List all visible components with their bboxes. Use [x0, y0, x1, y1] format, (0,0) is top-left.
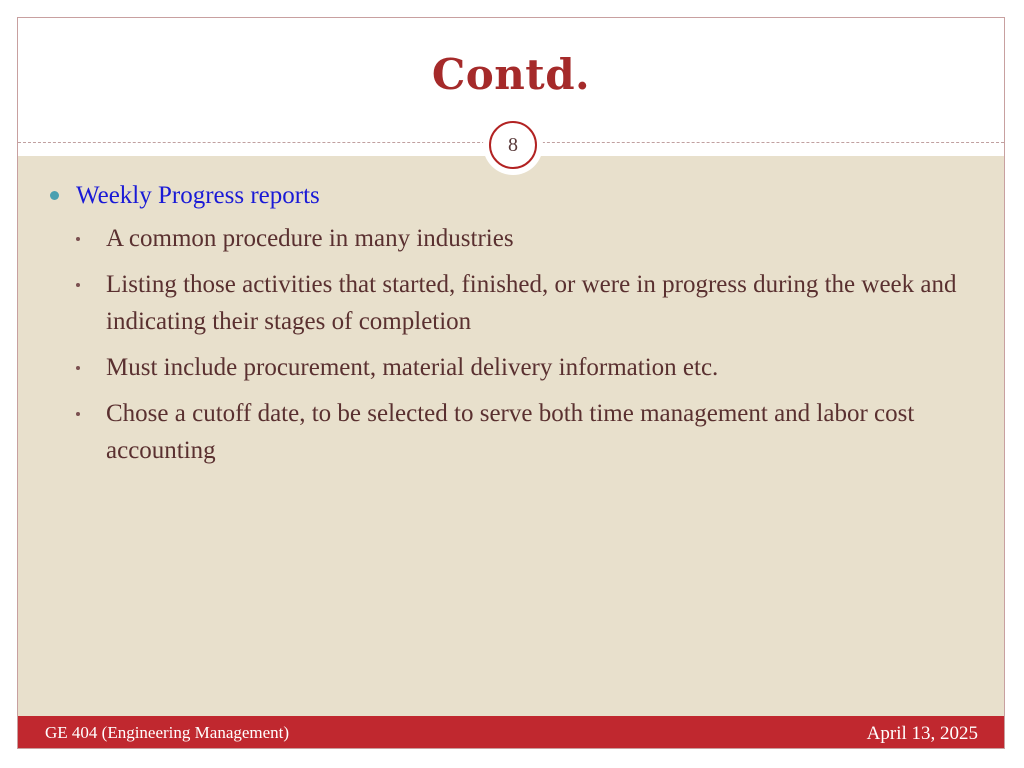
- bullet-text: Weekly Progress reports: [76, 182, 320, 209]
- bullet-item-level1: [46, 178, 976, 214]
- slide-title: Contd.: [431, 50, 591, 99]
- footer-date: April 13, 2025: [866, 723, 978, 744]
- sub-bullet-dot-icon: [76, 412, 80, 416]
- sub-bullet-dot-icon: [76, 366, 80, 370]
- sub-bullet-text: Listing those activities that started, finished, or were in progress during the week and indicating their stages of completion: [106, 271, 957, 335]
- sub-bullet-item: [46, 220, 976, 257]
- sub-bullet-dot-icon: [76, 237, 80, 241]
- sub-bullet-text: Must include procurement, material delivery information etc.: [106, 354, 719, 381]
- slide-frame: [17, 17, 1005, 749]
- sub-bullet-text: Chose a cutoff date, to be selected to serve both time management and labor cost accounting: [106, 400, 915, 464]
- footer-course: GE 404 (Engineering Management): [45, 723, 290, 742]
- sub-bullet-item: [46, 349, 976, 386]
- sub-bullet-text: A common procedure in many industries: [106, 225, 514, 252]
- bullet-dot-icon: [50, 191, 59, 200]
- slide-footer: [18, 716, 1004, 749]
- sub-bullet-item: [46, 395, 976, 469]
- slide-number: 8: [489, 121, 537, 169]
- sub-bullet-dot-icon: [76, 283, 80, 287]
- slide-number-badge: [483, 115, 543, 175]
- bullet-list: [46, 178, 976, 478]
- sub-bullet-item: [46, 266, 976, 340]
